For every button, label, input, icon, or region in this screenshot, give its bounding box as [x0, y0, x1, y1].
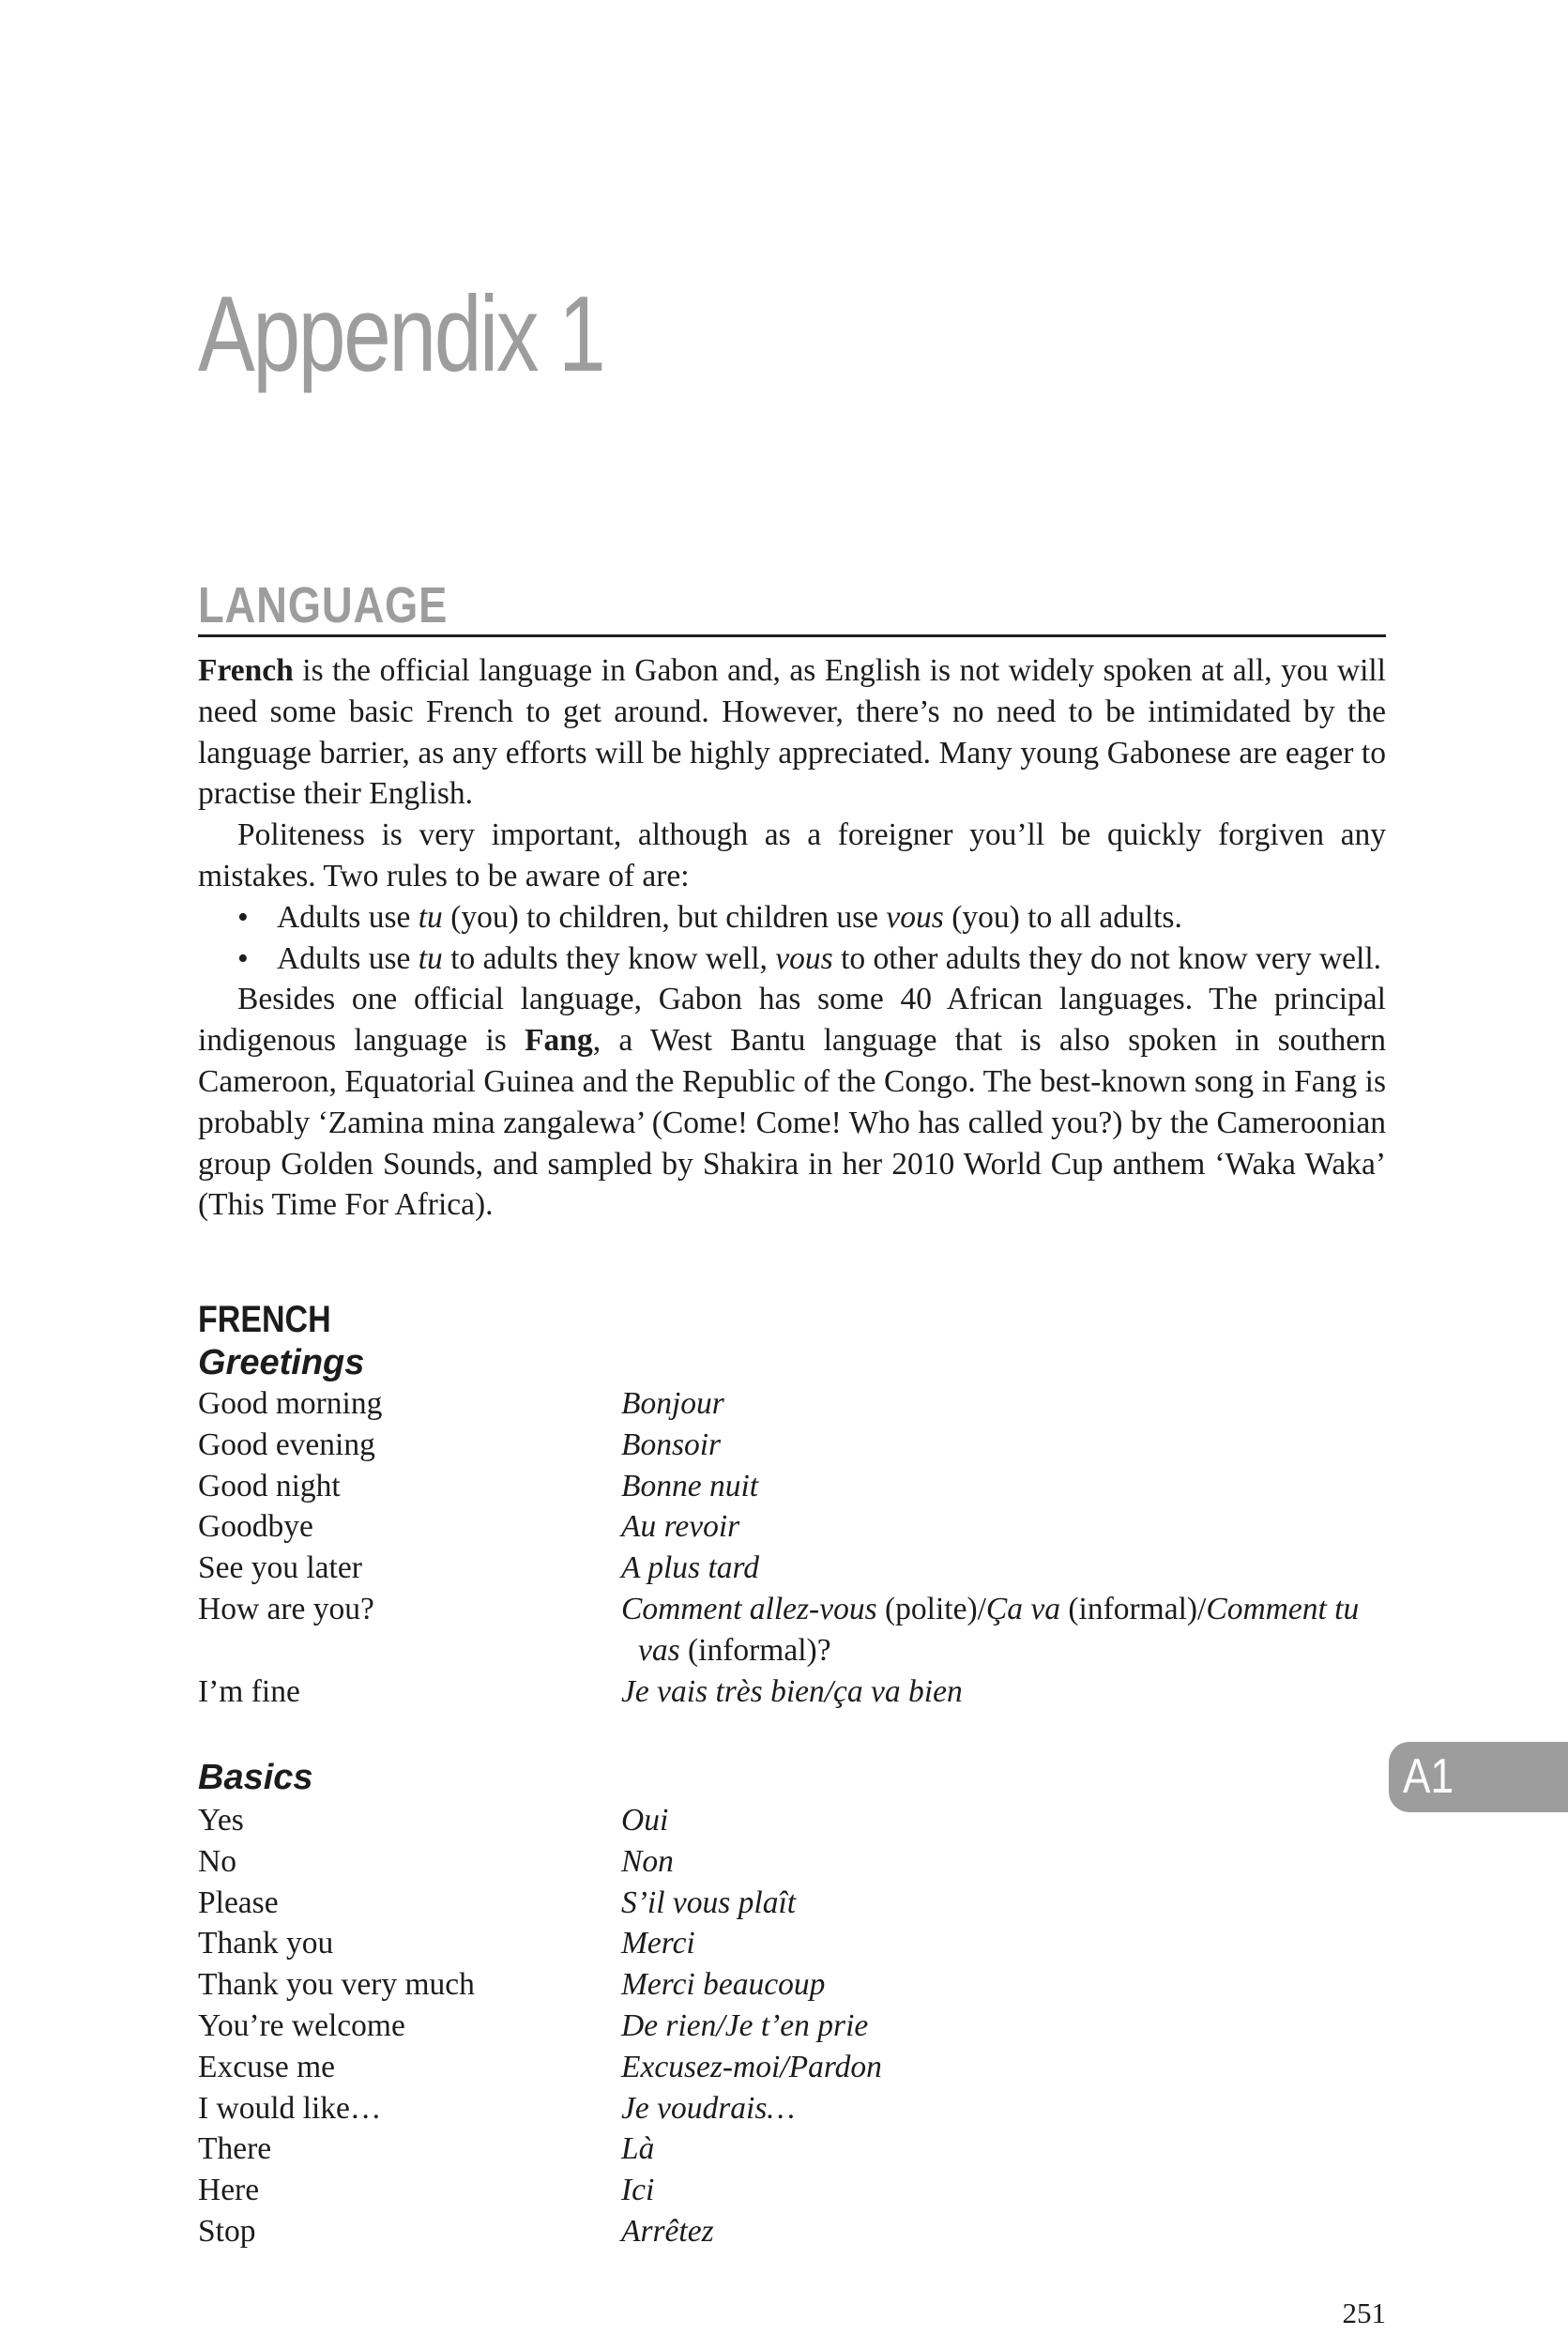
- rule-term: vous: [886, 899, 944, 935]
- phrase-row: [198, 1506, 1386, 1548]
- french-phrase: Je voudrais…: [621, 2090, 796, 2126]
- french-phrase: Non: [621, 1843, 674, 1879]
- chapter-tab-label: A1: [1403, 1749, 1454, 1804]
- intro-p3-text: , a West Bantu language that is also spoken in southern Cameroon, Equatorial Guinea and the Republic of the Congo. The best-known song in Fang is probably ‘Zamina mina zangalewa’ (Come! Come! Who has called you?) by the Cameroonian group Golden Sounds, and sampled by Shakira in her 2010 World Cup anthem ‘Waka Waka’ (This Time For Africa).: [198, 1023, 1386, 1223]
- phrase-row: [198, 1548, 1386, 1589]
- greetings-list: [198, 1383, 1386, 1712]
- rule-text: (you) to children, but children use: [442, 899, 887, 935]
- intro-bold-fang: Fang: [525, 1023, 593, 1059]
- english-phrase: Excuse me: [198, 2049, 336, 2084]
- chapter-thumb-tab: [1389, 1742, 1568, 1812]
- english-phrase: I’m fine: [198, 1673, 300, 1709]
- basics-list: [198, 1800, 1386, 2252]
- appendix-title: Appendix 1: [198, 275, 604, 394]
- english-phrase: You’re welcome: [198, 2007, 405, 2043]
- phrase-row: [198, 1671, 1386, 1713]
- english-phrase: See you later: [198, 1550, 362, 1586]
- greetings-heading: Greetings: [198, 1343, 365, 1382]
- french-phrase: Bonne nuit: [621, 1468, 759, 1503]
- phrase-row: [198, 1923, 1386, 1964]
- phrase-row: [198, 1466, 1386, 1507]
- rule-text: (you) to all adults.: [943, 899, 1182, 935]
- phrase-row: [198, 2129, 1386, 2170]
- english-phrase: Good night: [198, 1468, 341, 1503]
- english-phrase: Please: [198, 1885, 279, 1920]
- rule-text: to other adults they do not know very well.: [832, 940, 1382, 976]
- intro-bold-french: French: [198, 653, 294, 688]
- phrase-row: [198, 1841, 1386, 1883]
- french-phrase: Merci beaucoup: [621, 1967, 826, 2003]
- phrase-row: [198, 1589, 1386, 1671]
- english-phrase: Good evening: [198, 1427, 375, 1462]
- rules-list: [198, 897, 1386, 980]
- english-phrase: Here: [198, 2173, 260, 2208]
- intro-text: [198, 650, 1386, 1226]
- rule-item: [198, 897, 1386, 938]
- section-heading: [198, 576, 1386, 637]
- rule-term: tu: [418, 940, 443, 976]
- french-phrase: Je vais très bien/ça va bien: [621, 1673, 963, 1709]
- english-phrase: Stop: [198, 2213, 256, 2249]
- french-phrase: Bonsoir: [621, 1427, 722, 1462]
- phrase-row: [198, 2211, 1386, 2252]
- french-note: (polite)/: [876, 1591, 986, 1626]
- page-number: 251: [1342, 2297, 1386, 2329]
- french-phrase: De rien/Je t’en prie: [621, 2007, 869, 2043]
- french-term: Ça va: [985, 1591, 1061, 1626]
- phrase-row: [198, 1800, 1386, 1841]
- intro-paragraph-1: [198, 650, 1386, 815]
- basics-heading: Basics: [198, 1758, 313, 1797]
- section-heading-text: LANGUAGE: [198, 577, 449, 633]
- english-phrase: Good morning: [198, 1386, 383, 1421]
- french-term: Comment tu vas: [638, 1591, 1360, 1668]
- french-phrase: Oui: [621, 1803, 669, 1838]
- english-phrase: Yes: [198, 1803, 244, 1838]
- french-term: Comment allez-vous: [621, 1591, 877, 1626]
- french-phrase: A plus tard: [621, 1550, 760, 1586]
- english-phrase: No: [198, 1843, 236, 1879]
- french-phrase: Merci: [621, 1926, 695, 1961]
- rule-text: Adults use: [277, 940, 419, 976]
- bullet-icon: •: [237, 940, 249, 976]
- french-phrase: Arrêtez: [621, 2213, 714, 2249]
- french-phrase: Au revoir: [621, 1509, 740, 1545]
- rule-term: tu: [418, 899, 443, 935]
- intro-paragraph-3: [198, 979, 1386, 1226]
- intro-paragraph-2: Politeness is very important, although as a foreigner you’ll be quickly forgiven any mistakes. Two rules to be aware of are:: [198, 817, 1386, 893]
- french-note: (informal)?: [679, 1632, 831, 1668]
- french-heading: FRENCH: [198, 1299, 331, 1340]
- english-phrase: There: [198, 2131, 272, 2167]
- intro-p3-text: Besides one official language, Gabon has some 40 African languages. The principal indigenous language is: [198, 982, 1386, 1059]
- rule-item: [198, 938, 1386, 980]
- phrase-row: [198, 2088, 1386, 2129]
- rule-text: to adults they know well,: [442, 940, 776, 976]
- phrase-row: [198, 2006, 1386, 2047]
- french-phrase: [621, 1589, 1408, 1671]
- english-phrase: Thank you: [198, 1926, 334, 1961]
- phrase-row: [198, 1425, 1386, 1466]
- french-phrase: Ici: [621, 2173, 655, 2208]
- phrase-row: [198, 2047, 1386, 2088]
- rule-term: vous: [775, 940, 833, 976]
- english-phrase: Goodbye: [198, 1509, 313, 1545]
- english-phrase: Thank you very much: [198, 1967, 475, 2003]
- phrase-row: [198, 1383, 1386, 1425]
- french-phrase: Bonjour: [621, 1386, 724, 1421]
- french-phrase: Excusez-moi/Pardon: [621, 2049, 882, 2084]
- french-phrase: Là: [621, 2131, 655, 2167]
- english-phrase: How are you?: [198, 1591, 374, 1626]
- phrase-row: [198, 2170, 1386, 2211]
- french-note: (informal)/: [1060, 1591, 1207, 1626]
- intro-p1-text: is the official language in Gabon and, as English is not widely spoken at all, you will need some basic French to get around. However, there’s no need to be intimidated by the language barrier, as any efforts will be highly appreciated. Many young Gabonese are eager to practise their English.: [198, 653, 1386, 812]
- french-phrase: S’il vous plaît: [621, 1885, 797, 1920]
- rule-text: Adults use: [277, 899, 419, 935]
- english-phrase: I would like…: [198, 2090, 382, 2126]
- phrase-row: [198, 1964, 1386, 2006]
- phrase-row: [198, 1883, 1386, 1924]
- bullet-icon: •: [237, 899, 249, 935]
